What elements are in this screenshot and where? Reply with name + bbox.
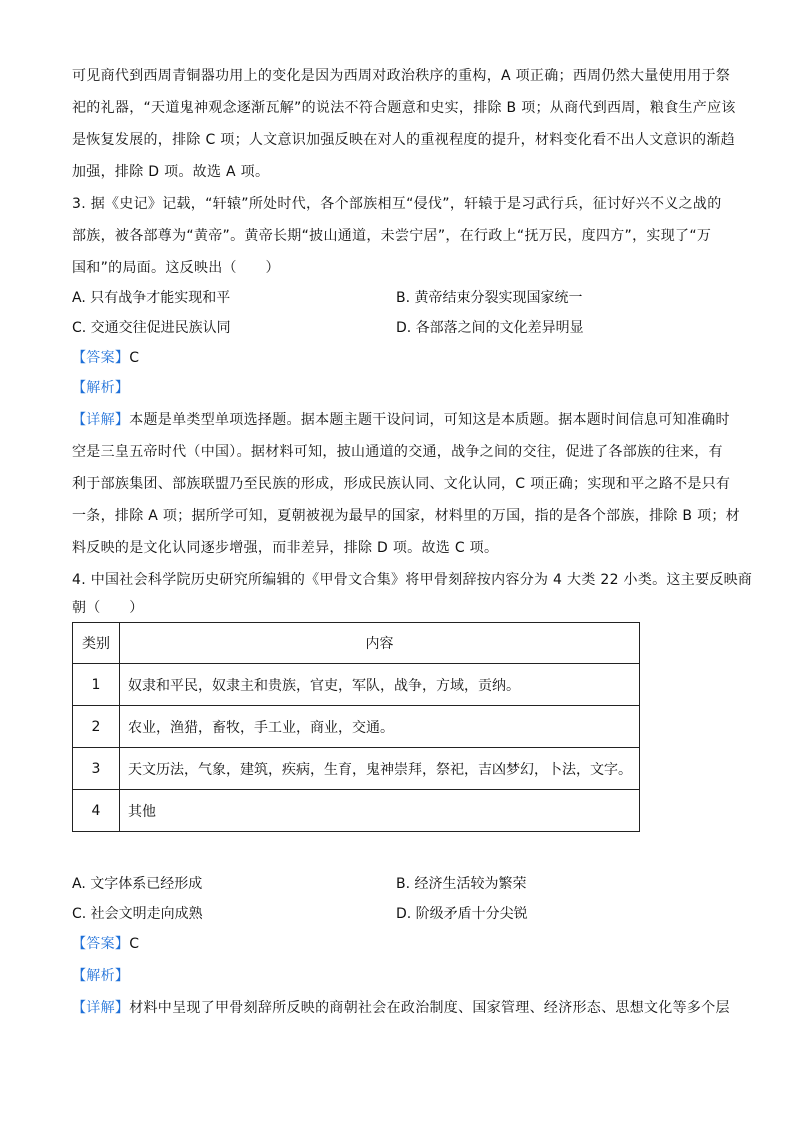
table-cell: 其他 xyxy=(120,790,640,832)
analysis-line xyxy=(72,966,129,986)
table-header: 内容 xyxy=(120,623,640,664)
table-cell: 1 xyxy=(73,664,120,706)
table-row xyxy=(73,790,640,832)
answer-tag: 【答案】 xyxy=(72,936,130,952)
table-cell: 天文历法，气象，建筑，疾病，生育，鬼神崇拜，祭祀，吉凶梦幻，卜法，文字。 xyxy=(120,748,640,790)
analysis-tag: 【解析】 xyxy=(72,968,130,984)
prev-paragraph-line: 加强，排除 D 项。故选 A 项。 xyxy=(72,164,270,180)
option-b: B. 黄帝结束分裂实现国家统一 xyxy=(396,290,583,306)
table-cell: 4 xyxy=(73,790,120,832)
table-header: 类别 xyxy=(73,623,120,664)
table-cell: 2 xyxy=(73,706,120,748)
detail-line: 利于部族集团、部族联盟乃至民族的形成，形成民族认同、文化认同，C 项正确；实现和平之路不是只有 xyxy=(72,476,731,492)
question-4-stem: 朝（ ） xyxy=(72,600,144,616)
detail-text: 材料中呈现了甲骨刻辞所反映的商朝社会在政治制度、国家管理、经济形态、思想文化等多个层 xyxy=(129,1000,730,1016)
table-cell: 3 xyxy=(73,748,120,790)
option-a: A. 只有战争才能实现和平 xyxy=(72,290,231,306)
table-cell: 农业，渔猎，畜牧，手工业，商业，交通。 xyxy=(120,706,640,748)
detail-line: 一条，排除 A 项；据所学可知，夏朝被视为最早的国家，材料里的万国，指的是各个部族，排除 B 项；材 xyxy=(72,508,740,524)
question-3-stem: 部族，被各部尊为“黄帝”。黄帝长期“披山通道，未尝宁居”，在行政上“抚万民，度四方”，实现了“万 xyxy=(72,228,712,244)
prev-paragraph-line: 祀的礼器，“天道鬼神观念逐渐瓦解”的说法不符合题意和史实，排除 B 项；从商代到西周，粮食生产应该 xyxy=(72,100,736,116)
option-b: B. 经济生活较为繁荣 xyxy=(396,876,527,892)
analysis-tag: 【解析】 xyxy=(72,380,130,396)
answer-line xyxy=(72,934,139,954)
prev-paragraph-line: 是恢复发展的，排除 C 项；人文意识加强反映在对人的重视程度的提升，材料变化看不出人文意识的渐趋 xyxy=(72,132,736,148)
answer-tag: 【答案】 xyxy=(72,350,130,366)
table-row xyxy=(73,664,640,706)
table-cell: 奴隶和平民，奴隶主和贵族，官吏，军队，战争，方域，贡纳。 xyxy=(120,664,640,706)
answer-value: C xyxy=(129,936,140,952)
question-4-stem: 4. 中国社会科学院历史研究所编辑的《甲骨文合集》将甲骨刻辞按内容分为 4 大类 22 小类。这主要反映商 xyxy=(72,572,753,588)
option-d: D. 各部落之间的文化差异明显 xyxy=(396,320,584,336)
option-c: C. 交通交往促进民族认同 xyxy=(72,320,231,336)
option-c: C. 社会文明走向成熟 xyxy=(72,906,203,922)
question-3-stem: 3. 据《史记》记载，“轩辕”所处时代，各个部族相互“侵伐”，轩辕于是习武行兵，征讨好兴不义之战的 xyxy=(72,196,722,212)
answer-line xyxy=(72,348,139,368)
detail-text: 本题是单类型单项选择题。据本题主题干设问词，可知这是本质题。据本题时间信息可知准确时 xyxy=(129,412,730,428)
option-a: A. 文字体系已经形成 xyxy=(72,876,203,892)
analysis-line xyxy=(72,378,129,398)
option-d: D. 阶级矛盾十分尖锐 xyxy=(396,906,528,922)
detail-tag: 【详解】 xyxy=(72,1000,130,1016)
detail-line: 空是三皇五帝时代（中国）。据材料可知，披山通道的交通，战争之间的交往，促进了各部族的往来，有 xyxy=(72,444,723,460)
table-row xyxy=(73,748,640,790)
answer-value: C xyxy=(129,350,140,366)
table-header-row xyxy=(73,623,640,664)
prev-paragraph-line: 可见商代到西周青铜器功用上的变化是因为西周对政治秩序的重构，A 项正确；西周仍然大量使用用于祭 xyxy=(72,68,731,84)
detail-line xyxy=(72,998,730,1018)
content-table xyxy=(72,622,640,832)
detail-line: 料反映的是文化认同逐步增强，而非差异，排除 D 项。故选 C 项。 xyxy=(72,540,499,556)
table-row xyxy=(73,706,640,748)
question-3-stem: 国和”的局面。这反映出（ ） xyxy=(72,260,280,276)
detail-line xyxy=(72,410,730,430)
detail-tag: 【详解】 xyxy=(72,412,130,428)
